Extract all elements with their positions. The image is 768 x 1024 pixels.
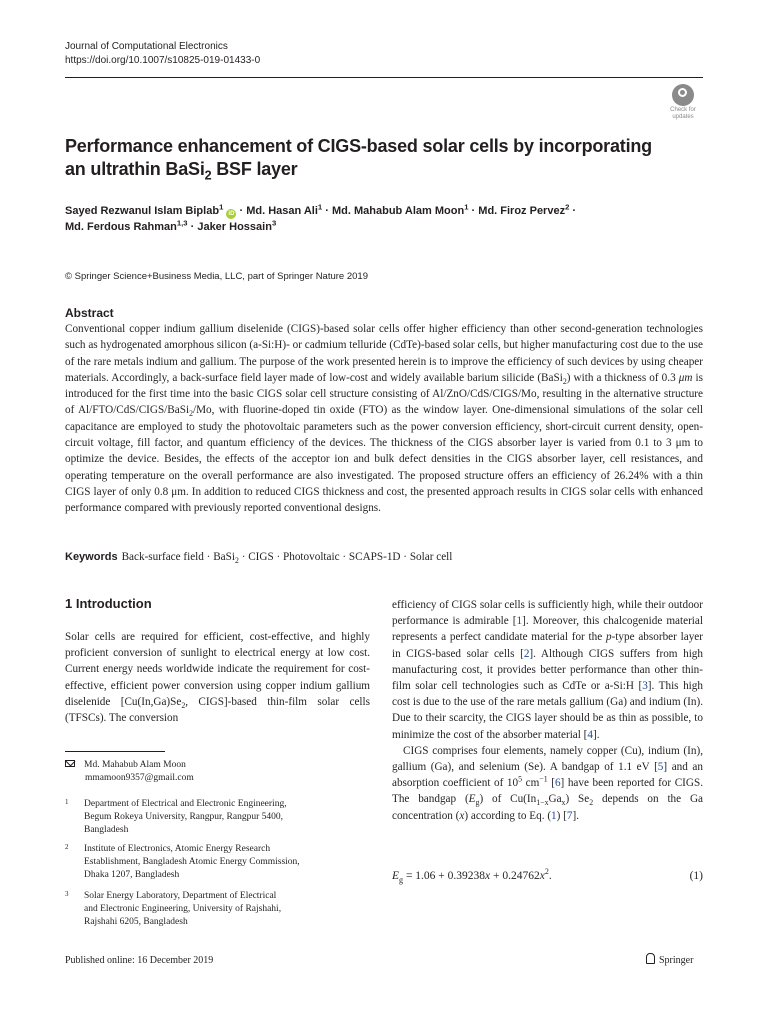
title-line2: an ultrathin BaSi$_2$ BSF layer: [65, 159, 298, 183]
equation-1: $E_g = 1.06 + 0.39238x + 0.24762x^2$. (1): [392, 867, 703, 885]
affiliation-2: 2 Institute of Electronics, Atomic Energy Research Establishment, Bangladesh Atomic Energy Commission, Dhaka 1207, Bangladesh: [65, 843, 300, 880]
affiliation-1: 1 Department of Electrical and Electronic Engineering, Begum Rokeya University, Rangpur, Rangpur 5400, Bangladesh: [65, 798, 287, 835]
citation-link[interactable]: 1: [516, 615, 523, 628]
introduction-left-column: Solar cells are required for efficient, cost-effective, and highly proficient conversion of sunlight to electrical energy at low cost. Current energy needs worldwide indicate the requirement for cost-effective, efficient power conversion using copper indium gallium diselenide [$Cu(In,Ga)Se_2$, CIGS]-based thin-film solar cells (TFSCs). The conversion: [65, 631, 371, 725]
journal-name: Journal of Computational Electronics: [65, 41, 228, 52]
author-name[interactable]: Md. Mahabub Alam Moon: [332, 205, 465, 217]
citation-link[interactable]: 3: [642, 680, 648, 693]
copyright-notice: © Springer Science+Business Media, LLC, part of Springer Nature 2019: [65, 271, 368, 282]
publisher-logo[interactable]: [646, 953, 693, 968]
author-name[interactable]: Jaker Hossain: [197, 221, 272, 233]
published-date: Published online: 16 December 2019: [65, 955, 214, 966]
citation-link[interactable]: 5: [657, 761, 664, 774]
author-name[interactable]: Md. Ferdous Rahman: [65, 221, 177, 233]
corresponding-author: Md. Mahabub Alam Moon: [84, 760, 186, 770]
introduction-right-column: [392, 597, 703, 824]
publisher-name: Springer: [659, 955, 694, 966]
keywords: Keywords Back-surface field · BaSi$_2$ · CIGS · Photovoltaic · SCAPS-1D · Solar cell: [65, 551, 453, 566]
check-badge-line2: updates: [672, 114, 694, 120]
abstract-heading: Abstract: [65, 306, 114, 320]
equation-link[interactable]: 1: [551, 809, 557, 822]
author-line1: Sayed Rezwanul Islam Biplab$^1$ iD · Md. Hasan Ali$^1$ · Md. Mahabub Alam Moon$^1$ · Md. Firoz Pervez$^2$ ·: [65, 202, 577, 217]
header-divider: [65, 77, 703, 78]
correspondence: [65, 759, 194, 785]
citation-link[interactable]: 2: [523, 647, 530, 660]
author-name[interactable]: Sayed Rezwanul Islam Biplab: [65, 205, 220, 217]
author-name[interactable]: Md. Firoz Pervez: [478, 205, 566, 217]
springer-horse-icon: [646, 953, 655, 964]
check-badge-line1: Check for: [670, 107, 696, 113]
equation-number: (1): [689, 870, 703, 882]
abstract-text: Conventional copper indium gallium diselenide (CIGS)-based solar cells offer higher efficiency than other second-generation technologies such as hydrogenated amorphous silicon (a-Si:H)- or cadmium telluride (CdTe)-based solar cells, but higher manufacturing cost due to the use of the rare metals indium and gallium. The purpose of the work presented herein is to improve the efficiency of such devices by using cheaper materials. Accordingly, a back-surface field layer made of low-cost and widely available barium silicide (BaSi$_2$) with a thickness of 0.3 μm is introduced for the first time into the basic CIGS solar cell structure consisting of Al/ZnO/CdS/CIGS/Mo, resulting in the alternative structure of Al/FTO/CdS/CIGS/BaSi$_2$/Mo, with fluorine-doped tin oxide (FTO) as the window layer. One-dimensional simulations of the solar cell capacitance are employed to study the photovoltaic parameters such as the power conversion efficiency, short-circuit current density, open-circuit voltage, fill factor, and quantum efficiency of the devices. The thickness of the CIGS absorber layer is varied from 0.1 to 3 μm to optimize the device. Besides, the effects of the acceptor ion and bulk defect densities in the CIGS absorber layer, cell resistances, and operating temperature on the overall performance are also investigated. The proposed structure offers an efficiency of 26.24% with a thin CIGS layer of only 0.8 μm. In addition to reduced CIGS thickness and cost, the presented approach results in CIGS solar cells with enhanced performance compared with previously reported conventional designs.: [65, 323, 704, 515]
title-line1: Performance enhancement of CIGS-based solar cells by incorporating: [65, 136, 652, 156]
check-for-updates-badge[interactable]: [662, 82, 704, 124]
intro-paragraph: CIGS comprises four elements, namely copper (Cu), indium (In), gallium (Ga), and selenium (Se). A bandgap of 1.1 eV [5] and an absorption coefficient of $10^5$ $cm^{-1}$ [6] have been reported for CIGS. The bandgap $(E_g)$ of $Cu(In_{1-x}Ga_x)$ $Se_2$ depends on the Ga concentration (x) according to Eq. (1) [7].: [392, 744, 703, 822]
footnote-divider: [65, 751, 165, 752]
journal-header: [65, 40, 260, 68]
intro-paragraph: efficiency of CIGS solar cells is sufficiently high, while their outdoor performance is admirable [1]. Moreover, this chalcogenide material represents a perfect candidate material for the p-type absorber layer in CIGS-based solar cells [2]. Although CIGS suffers from high manufacturing cost, it provides better performance than other thin-film solar cell technologies such as CdTe or a-Si:H [3]. This high cost is due to the use of the rare metals gallium (Ga) and indium (In). Due to their scarcity, the CIGS layer should be as thin as possible, to minimize the cost of the absorber material [4].: [392, 599, 703, 741]
affiliation-3: 3 Solar Energy Laboratory, Department of Electrical and Electronic Engineering, University of Rajshahi, Rajshahi 6205, Bangladesh: [65, 890, 282, 927]
envelope-icon: [65, 760, 75, 767]
author-line2: Md. Ferdous Rahman$^{1,3}$ · Jaker Hossain$^3$: [65, 218, 277, 233]
paper-title: [65, 135, 652, 181]
doi-link[interactable]: https://doi.org/10.1007/s10825-019-01433-0: [65, 55, 261, 66]
author-name[interactable]: Md. Hasan Ali: [246, 205, 318, 217]
citation-link[interactable]: 4: [587, 728, 593, 741]
author-list: [65, 203, 576, 235]
citation-link[interactable]: 6: [554, 777, 561, 790]
orcid-icon[interactable]: iD: [228, 211, 235, 217]
keywords-label: Keywords: [65, 551, 118, 563]
section-heading-introduction: 1 Introduction: [65, 596, 152, 611]
check-for-updates-icon: [672, 84, 694, 106]
corresponding-email[interactable]: mmamoon9357@gmail.com: [85, 773, 194, 783]
citation-link[interactable]: 7: [566, 809, 573, 822]
